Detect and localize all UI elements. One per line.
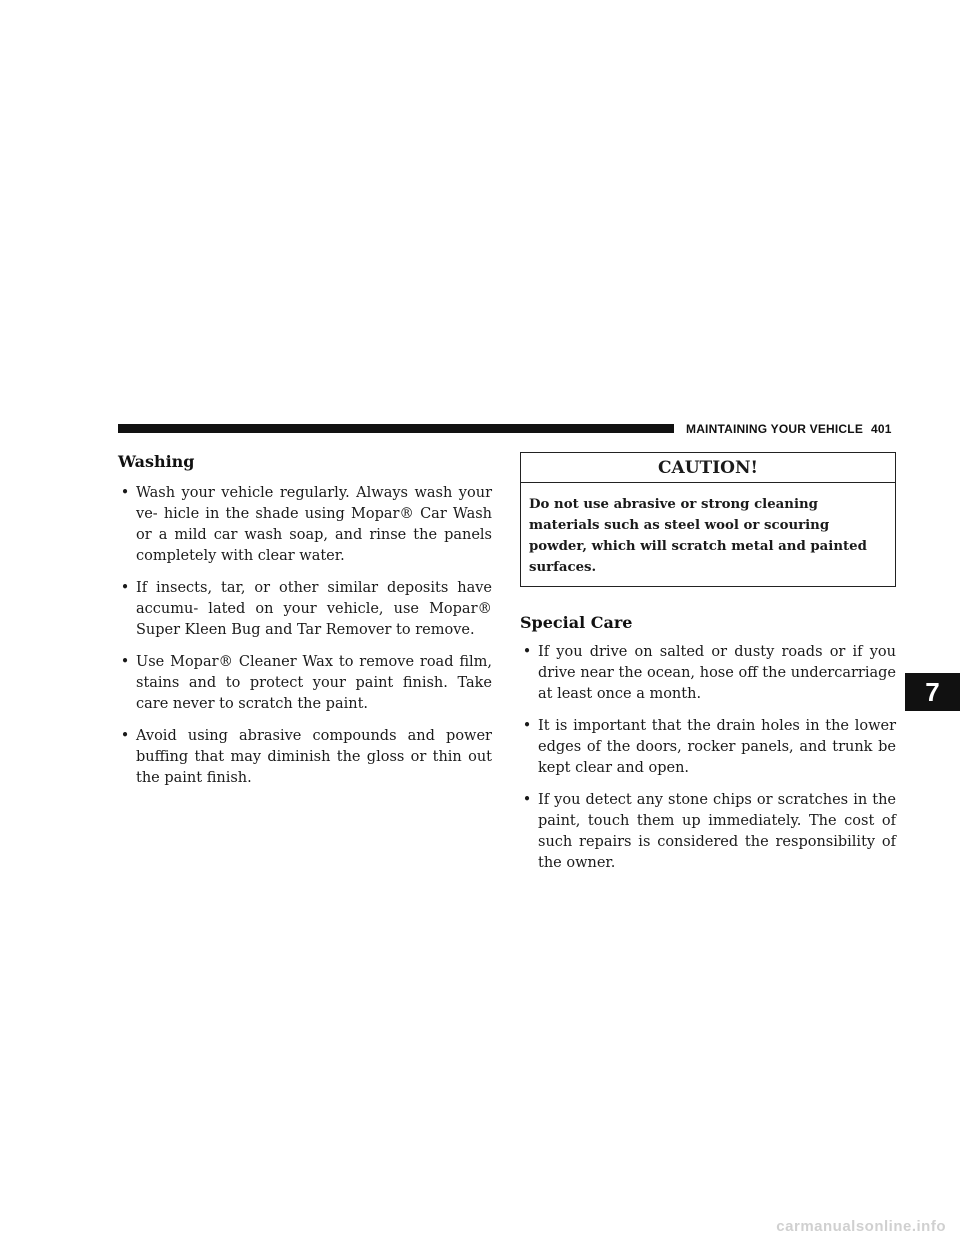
list-item: [520, 790, 896, 874]
caution-box: [520, 452, 896, 587]
list-item-text: Use Mopar® Cleaner Wax to remove road film, stains and to protect your paint finish. Take care never to scratch the paint.: [136, 654, 492, 712]
list-item-text: Avoid using abrasive compounds and power buffing that may diminish the gloss or thin out the paint finish.: [136, 728, 492, 786]
washing-list: [118, 483, 492, 789]
list-item: [118, 578, 492, 641]
watermark: carmanualsonline.info: [776, 1218, 946, 1235]
list-item-text: It is important that the drain holes in the lower edges of the doors, rocker panels, and trunk be kept clear and open.: [538, 718, 896, 776]
list-item: [520, 716, 896, 779]
washing-heading: Washing: [118, 452, 195, 471]
bullet-icon: •: [522, 792, 532, 808]
special-care-heading: Special Care: [520, 613, 633, 632]
bullet-icon: •: [120, 728, 130, 744]
list-item-text: If insects, tar, or other similar deposits have accumu- lated on your vehicle, use Mopar® Super Kleen Bug and Tar Remover to remove.: [136, 580, 492, 638]
header-rule: [118, 424, 674, 433]
list-item-text: If you drive on salted or dusty roads or if you drive near the ocean, hose off the undercarriage at least once a month.: [538, 644, 896, 702]
list-item: [520, 642, 896, 705]
chapter-tab: 7: [905, 673, 960, 711]
bullet-icon: •: [120, 580, 130, 596]
bullet-icon: •: [120, 654, 130, 670]
special-care-list: [520, 642, 896, 874]
list-item: [118, 726, 492, 789]
section-title: MAINTAINING YOUR VEHICLE: [686, 422, 864, 436]
page-number: 401: [871, 422, 892, 436]
bullet-icon: •: [120, 485, 130, 501]
right-column: [520, 452, 896, 885]
caution-title: CAUTION!: [521, 453, 895, 483]
list-item-text: If you detect any stone chips or scratches in the paint, touch them up immediately. The cost of such repairs is considered the responsibility of the owner.: [538, 792, 896, 871]
caution-text: Do not use abrasive or strong cleaning materials such as steel wool or scouring powder, which will scratch metal and painted surfaces.: [529, 497, 867, 575]
bullet-icon: •: [522, 718, 532, 734]
left-column: [118, 452, 492, 800]
list-item: [118, 483, 492, 567]
list-item-text: Wash your vehicle regularly. Always wash your ve- hicle in the shade using Mopar® Car Wash or a mild car wash soap, and rinse the panels completely with clear water.: [136, 485, 492, 564]
bullet-icon: •: [522, 644, 532, 660]
running-header: [686, 420, 892, 438]
list-item: [118, 652, 492, 715]
